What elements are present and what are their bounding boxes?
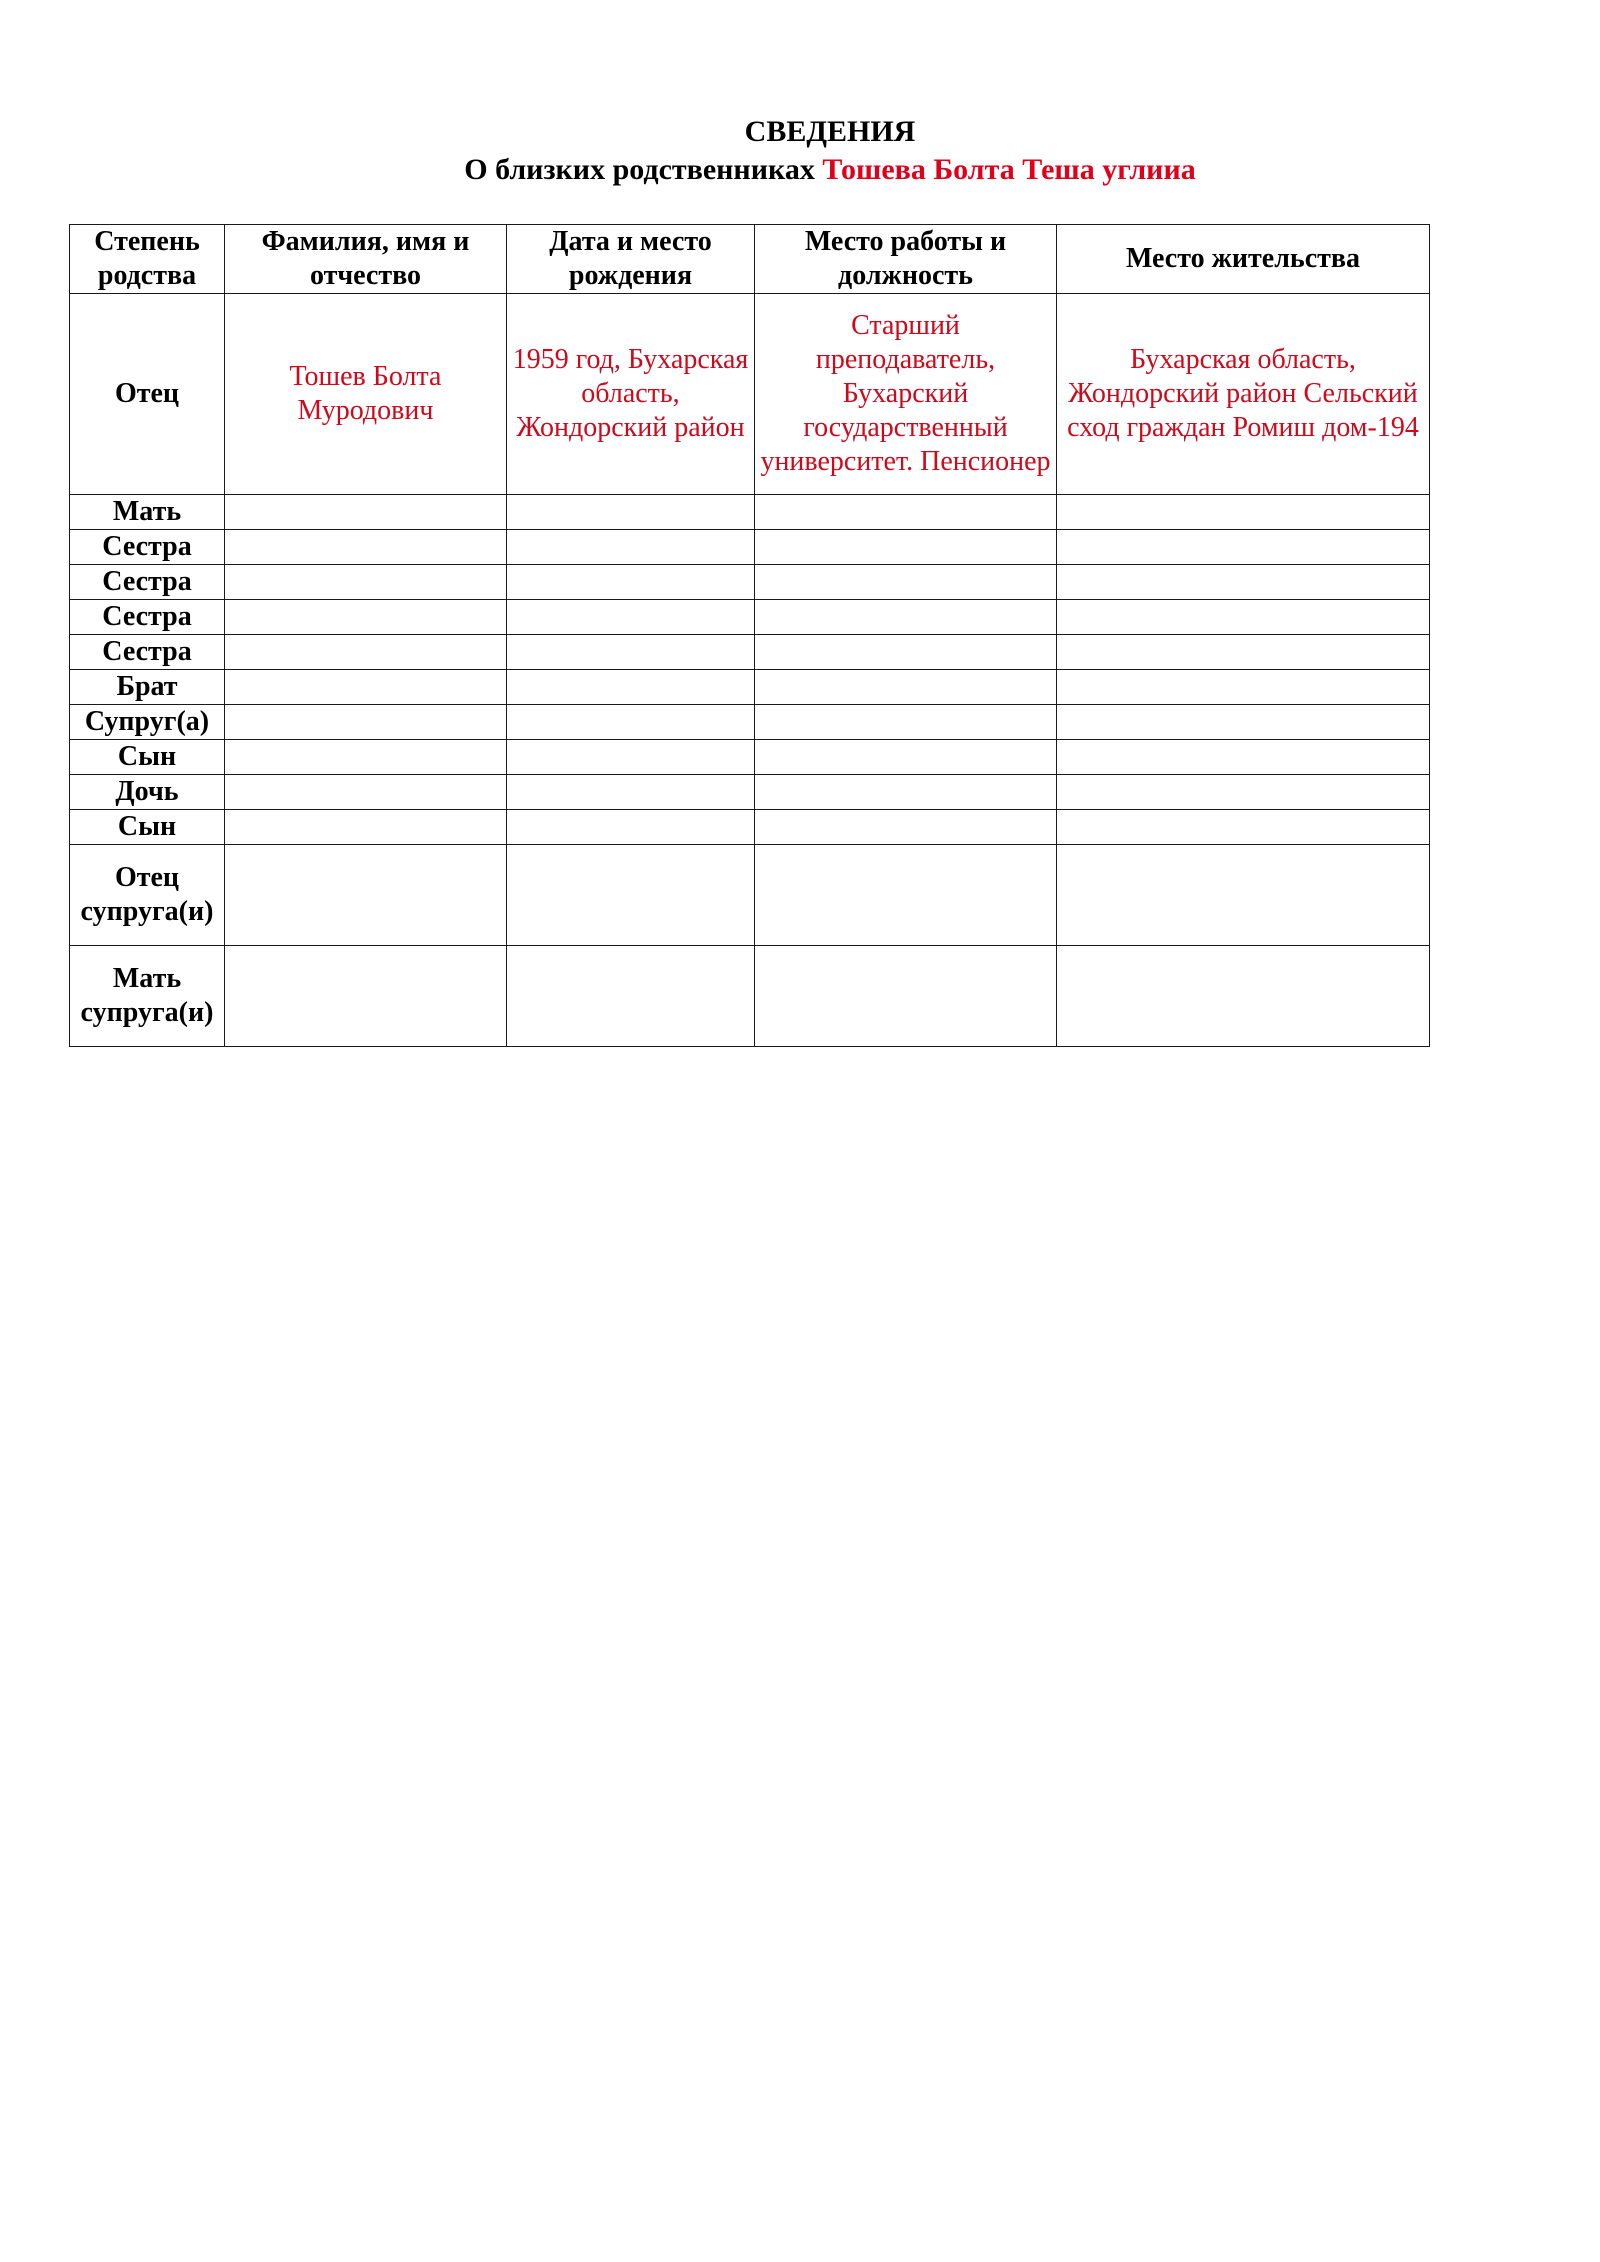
relation-cell: Сын [70, 740, 225, 775]
work-cell [755, 530, 1057, 565]
table-row-father [70, 294, 1430, 495]
full-name-cell [225, 810, 507, 845]
full-name-cell [225, 670, 507, 705]
relation-cell: Дочь [70, 775, 225, 810]
relation-cell: Отец [70, 294, 225, 495]
table-row [70, 845, 1430, 946]
relation-cell: Сестра [70, 635, 225, 670]
residence-cell [1057, 775, 1430, 810]
residence-cell [1057, 565, 1430, 600]
full-name-cell [225, 740, 507, 775]
subtitle-person-name: Тошева Болта Теша углииа [822, 153, 1196, 186]
relation-cell: Мать [70, 495, 225, 530]
work-cell [755, 705, 1057, 740]
full-name-cell [225, 495, 507, 530]
header-relation: Степень родства [70, 225, 225, 294]
birth-cell [507, 670, 755, 705]
work-cell [755, 740, 1057, 775]
work-cell [755, 775, 1057, 810]
header-birth: Дата и место рождения [507, 225, 755, 294]
full-name-cell: Тошев Болта Муродович [225, 294, 507, 495]
table-row [70, 740, 1430, 775]
relation-cell: Сестра [70, 565, 225, 600]
header-residence: Место жительства [1057, 225, 1430, 294]
relation-cell: Мать супруга(и) [70, 946, 225, 1047]
table-row [70, 495, 1430, 530]
work-cell [755, 495, 1057, 530]
birth-cell [507, 565, 755, 600]
work-cell [755, 635, 1057, 670]
table-row [70, 530, 1430, 565]
full-name-cell [225, 565, 507, 600]
relation-cell: Отец супруга(и) [70, 845, 225, 946]
birth-cell: 1959 год, Бухарская область, Жондорский район [507, 294, 755, 495]
relation-cell: Супруг(а) [70, 705, 225, 740]
relation-cell: Сын [70, 810, 225, 845]
residence-cell [1057, 740, 1430, 775]
birth-cell [507, 845, 755, 946]
work-cell [755, 670, 1057, 705]
residence-cell [1057, 530, 1430, 565]
full-name-cell [225, 775, 507, 810]
full-name-cell [225, 530, 507, 565]
subtitle-prefix: О близких родственниках [464, 153, 815, 186]
full-name-cell [225, 845, 507, 946]
table-row [70, 705, 1430, 740]
birth-cell [507, 635, 755, 670]
work-cell [755, 845, 1057, 946]
work-cell [755, 946, 1057, 1047]
full-name-cell [225, 600, 507, 635]
residence-cell [1057, 670, 1430, 705]
page-title: СВЕДЕНИЯ [744, 115, 916, 148]
work-cell: Старший преподаватель, Бухарский государственный университет. Пенсионер [755, 294, 1057, 495]
table-row [70, 635, 1430, 670]
relatives-table [69, 224, 1430, 1047]
full-name-cell [225, 635, 507, 670]
work-cell [755, 565, 1057, 600]
full-name-cell [225, 946, 507, 1047]
table-row [70, 600, 1430, 635]
birth-cell [507, 495, 755, 530]
table-row [70, 775, 1430, 810]
residence-cell: Бухарская область, Жондорский район Сельский сход граждан Ромиш дом-194 [1057, 294, 1430, 495]
relation-cell: Сестра [70, 530, 225, 565]
table-row [70, 946, 1430, 1047]
table-row [70, 565, 1430, 600]
residence-cell [1057, 845, 1430, 946]
birth-cell [507, 600, 755, 635]
residence-cell [1057, 810, 1430, 845]
relation-cell: Брат [70, 670, 225, 705]
birth-cell [507, 740, 755, 775]
work-cell [755, 810, 1057, 845]
birth-cell [507, 946, 755, 1047]
full-name-cell [225, 705, 507, 740]
birth-cell [507, 810, 755, 845]
work-cell [755, 600, 1057, 635]
header-work: Место работы и должность [755, 225, 1057, 294]
residence-cell [1057, 600, 1430, 635]
table-row [70, 810, 1430, 845]
residence-cell [1057, 495, 1430, 530]
birth-cell [507, 775, 755, 810]
page-subtitle [0, 152, 1600, 188]
birth-cell [507, 705, 755, 740]
birth-cell [507, 530, 755, 565]
table-row [70, 670, 1430, 705]
header-full-name: Фамилия, имя и отчество [225, 225, 507, 294]
residence-cell [1057, 635, 1430, 670]
relation-cell: Сестра [70, 600, 225, 635]
table-header-row [70, 225, 1430, 294]
residence-cell [1057, 946, 1430, 1047]
residence-cell [1057, 705, 1430, 740]
